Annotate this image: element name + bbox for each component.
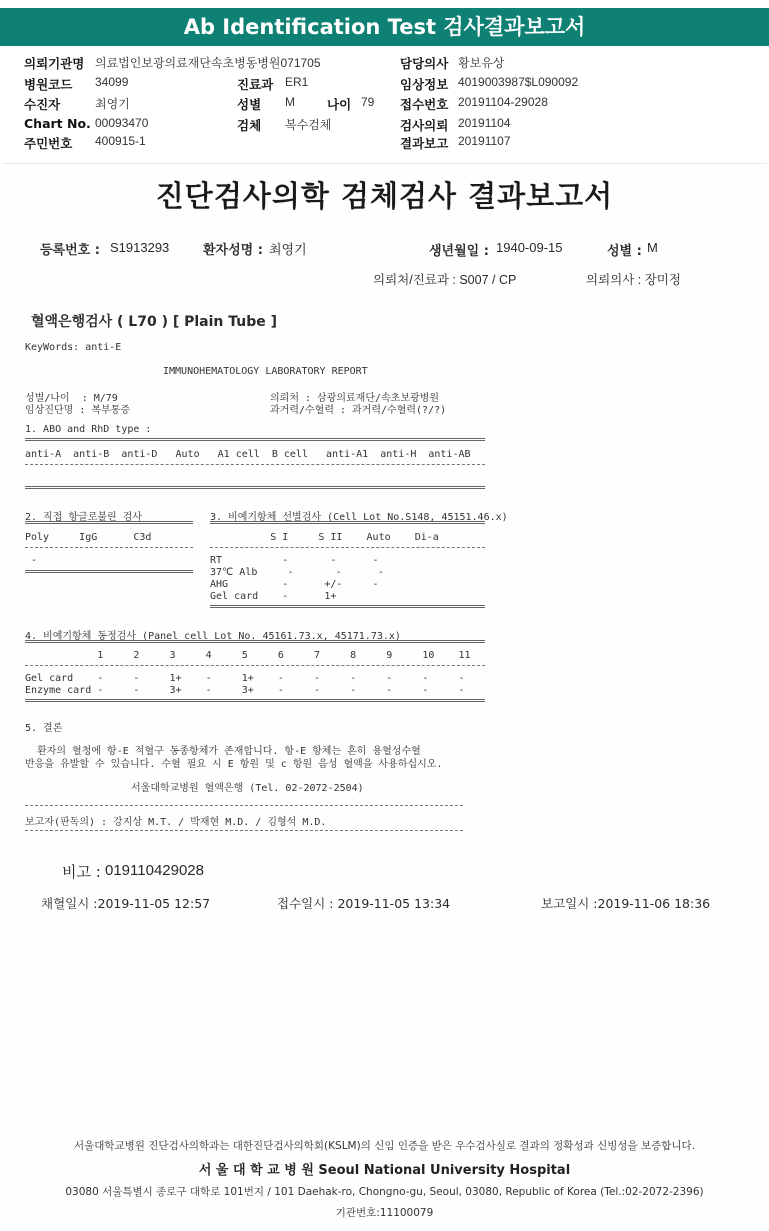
sex-age: 성별/나이 : M/79 [25,393,118,404]
reg-label: 등록번호 : [40,243,100,258]
screen-row: Gel card - 1+ [210,591,337,602]
doctor-value: 황보유상 [458,56,505,70]
chart-value: 00093470 [95,116,149,130]
divider [25,570,193,573]
divider [25,521,193,524]
conclusion-line-2: 반응을 유발할 수 있습니다. 수혈 필요 시 E 항원 및 c 항원 음성 혈액을 사용하십시오. [25,759,443,770]
divider [210,521,485,524]
report-sex-value: M [647,240,658,255]
divider [25,486,485,489]
blood-bank: 서울대학교병원 혈액은행 (Tel. 02-2072-2504) [131,783,364,794]
divider [25,640,485,643]
institution-label: 의뢰기관명 [24,56,85,71]
specimen-value: 복수검체 [285,118,332,132]
receipt-value: 20191104-29028 [458,95,548,109]
note-value: 019110429028 [105,862,204,879]
report-banner: Ab Identification Test 검사결과보고서 [0,8,769,46]
request-value: 20191104 [458,116,511,130]
doctor-label: 담당의사 [400,56,449,71]
note-label: 비고 : [62,863,101,881]
dat-values: - [25,555,38,566]
reg-value: S1913293 [110,240,170,255]
dob-label: 생년월일 : [429,244,489,259]
header-row-5 [0,134,769,152]
rrn-label: 주민번호 [24,136,73,151]
dat-headers: Poly IgG C3d [25,532,152,543]
section-5-title: 5. 결론 [25,723,63,734]
sex-label: 성별 [237,97,262,112]
screen-row: AHG - +/- - [210,579,379,590]
accept-time: 접수일시 : 2019-11-05 13:34 [277,896,451,911]
screen-headers: S I S II Auto Di-a [210,532,439,543]
history: 과거력/수혈력 : 과거력/수혈력(?/?) [270,405,447,416]
hospital-name [0,1159,769,1178]
receipt-label: 접수번호 [400,97,449,112]
test-title: 혈액은행검사 ( L70 ) [ Plain Tube ] [31,314,278,330]
report-title: 진단검사의학 검체검사 결과보고서 [155,179,614,213]
certification-text: 서울대학교병원 진단검사의학과는 대한진단검사의학회(KSLM)의 신임 인증을 받은 우수검사실로 결과의 정확성과 신빙성을 보증합니다. [73,1140,696,1152]
ref-doctor: 의뢰의사 : 장미정 [586,273,681,287]
panel-gel-row: Gel card - - 1+ - 1+ - - - - - - [25,673,465,684]
report-time: 보고일시 :2019-11-06 18:36 [541,896,711,911]
hospital-name-en: Seoul National University Hospital [318,1163,571,1178]
header-row-1 [0,54,769,72]
clinical-value: 4019003987$L090092 [458,75,579,89]
ward-info: 의뢰처/진료과 : S007 / CP [373,273,517,287]
dob-value: 1940-09-15 [496,240,563,255]
divider [25,438,485,441]
report-date-label: 결과보고 [400,136,449,151]
divider [210,605,485,608]
patient-value: 최영기 [95,97,130,111]
header-info [0,52,769,152]
section-4-title: 4. 비예기항체 동정검사 (Panel cell Lot No. 45161.73.x, 45171.73.x) [25,631,401,642]
divider [25,830,463,831]
panel-headers: 1 2 3 4 5 6 7 8 9 10 11 [25,650,471,661]
keywords: KeyWords: anti-E [25,342,122,353]
hospital-code-value: 34099 [95,75,129,89]
institution-value: 의료법인보광의료재단속초병동병원071705 [95,56,321,70]
abo-headers: anti-A anti-B anti-D Auto A1 cell B cell anti-A1 anti-H anti-AB [25,449,471,460]
screen-row: 37℃ Alb - - - [210,567,384,578]
report-sex-label: 성별 : [607,244,642,259]
hospital-address: 03080 서울특별시 종로구 대학로 101번지 / 101 Daehak-ro, Chongno-gu, Seoul, 03080, Republic of Korea (Tel.:02-2072-2396) [65,1186,704,1198]
header-row-2 [0,75,769,93]
header-row-3 [0,95,769,113]
section-3-title: 3. 비예기항체 선별검사 (Cell Lot No.S148, 45151.46.x) [210,512,508,523]
chart-label: Chart No. [24,116,91,131]
header-row-4 [0,116,769,134]
diagnosis: 임상진단명 : 복부통증 [25,405,131,416]
rrn-value: 400915-1 [95,134,146,148]
age-value: 79 [361,95,375,109]
hospital-code-label: 병원코드 [24,77,73,92]
dept-value: ER1 [285,75,309,89]
collect-time: 채혈일시 :2019-11-05 12:57 [41,896,211,911]
institution-number: 기관번호:11100079 [335,1207,434,1219]
name-label: 환자성명 : [203,243,263,258]
screen-row: RT - - - [210,555,379,566]
age-label: 나이 [327,97,352,112]
referral: 의뢰처 : 삼광의료재단/속초보광병원 [270,393,439,404]
divider [210,547,485,548]
lab-title: IMMUNOHEMATOLOGY LABORATORY REPORT [163,366,368,377]
clinical-label: 임상정보 [400,77,449,92]
sex-value: M [285,95,295,109]
specimen-label: 검체 [237,118,262,133]
divider [25,805,463,806]
request-label: 검사의뢰 [400,118,449,133]
patient-label: 수진자 [24,97,61,112]
hospital-name-kr: 서 울 대 학 교 병 원 [198,1163,314,1178]
reporters: 보고자(판독의) : 강지상 M.T. / 박재현 M.D. / 김형석 M.D. [25,817,327,828]
section-2-title: 2. 직접 항글로불린 검사 [25,512,143,523]
divider [25,699,485,702]
divider [25,464,485,465]
dept-label: 진료과 [237,77,274,92]
divider [25,547,193,548]
section-1-title: 1. ABO and RhD type : [25,424,152,435]
report-date-value: 20191107 [458,134,511,148]
divider [25,665,485,666]
conclusion-line-1: 환자의 혈청에 항-E 적혈구 동종항체가 존재합니다. 항-E 항체는 흔히 용혈성수혈 [25,746,421,757]
panel-enzyme-row: Enzyme card - - 3+ - 3+ - - - - - - [25,685,465,696]
name-value: 최영기 [269,242,307,257]
